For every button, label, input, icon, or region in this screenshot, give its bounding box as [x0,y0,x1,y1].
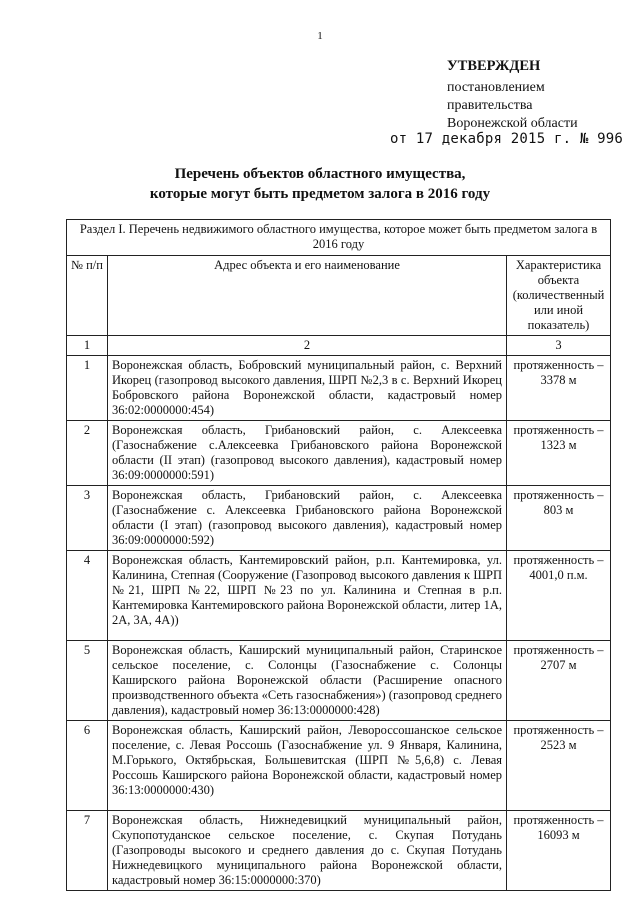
section-heading: Раздел I. Перечень недвижимого областного имущества, которое может быть предметом залога в 2016 году [67,220,611,256]
row-number: 3 [67,486,108,551]
row-number: 2 [67,421,108,486]
row-characteristic: протяженность – 803 м [507,486,611,551]
row-address: Воронежская область, Каширский район, Левороссошанское сельское поселение, с. Левая Россошь (Газоснабжение ул. 9 Января, Калинина, М.Горького, Октябрьская, Большевитская (ШРП №5,6,8) с. Левая Россошь Каширского района Воронежской области, кадастровый номер 36:13:0000000:430) [108,721,507,811]
table-row [67,421,611,486]
approval-line-3: Воронежской области [447,116,578,131]
row-characteristic: протяженность – 16093 м [507,811,611,891]
row-address: Воронежская область, Грибановский район, с. Алексеевка (Газоснабжение с.Алексеевка Грибановского района Воронежской области (II этап) (газопровод высокого давления), кадастровый номер 36:09:0000000:591) [108,421,507,486]
header-characteristic: Характеристика объекта (количественный или иной показатель) [507,256,611,336]
row-characteristic: протяженность – 2523 м [507,721,611,811]
property-table [66,219,611,891]
row-characteristic: протяженность – 1323 м [507,421,611,486]
table-row [67,356,611,421]
row-number: 5 [67,641,108,721]
table-row [67,811,611,891]
row-number: 7 [67,811,108,891]
approval-line-1: постановлением [447,80,545,95]
row-address: Воронежская область, Грибановский район, с. Алексеевка (Газоснабжение с. Алексеевка Грибановского района Воронежской области (I этап) (газопровод высокого давления), кадастровый номер 36:09:0000000:592) [108,486,507,551]
row-address: Воронежская область, Каширский муниципальный район, Старинское сельское поселение, с. Солонцы (Газоснабжение с. Солонцы Каширского района Воронежской области (Расширение опасного производственного объекта «Сеть газоснабжения») (газопровод среднего давления), кадастровый номер 36:13:0000000:428) [108,641,507,721]
decree-date-stamp: от 17 декабря 2015 г. № 996 [390,131,623,147]
table-row [67,551,611,641]
row-number: 1 [67,356,108,421]
row-address: Воронежская область, Нижнедевицкий муниципальный район, Скупопотуданское сельское поселение, с. Скупая Потудань (Газопроводы высокого и среднего давления до с. Скупая Потудань Нижнедевицкого муниципального района Воронежской области, кадастровый номер 36:15:0000000:370) [108,811,507,891]
header-row [67,256,611,336]
row-characteristic: протяженность – 2707 м [507,641,611,721]
index-row [67,336,611,356]
index-cell-3: 3 [507,336,611,356]
row-address: Воронежская область, Бобровский муниципальный район, с. Верхний Икорец (газопровод высокого давления, ШРП №2,3 в с. Верхний Икорец Бобровского района Воронежской области, кадастровый номер 36:02:0000000:454) [108,356,507,421]
table-row [67,486,611,551]
document-title [0,164,640,204]
title-line-1: Перечень объектов областного имущества, [174,166,466,182]
header-address: Адрес объекта и его наименование [108,256,507,336]
table-row [67,721,611,811]
row-address: Воронежская область, Кантемировский район, р.п. Кантемировка, ул. Калинина, Степная (Сооружение (Газопровод высокого давления к ШРП №21, ШРП №22, ШРП №23 по ул. Калинина и Степная в р.п. Кантемировка Кантемировского района Воронежской области, литер 1А, 2А, 3А, 4А)) [108,551,507,641]
section-row [67,220,611,256]
index-cell-2: 2 [108,336,507,356]
row-number: 6 [67,721,108,811]
row-number: 4 [67,551,108,641]
header-number: № п/п [67,256,108,336]
page-number: 1 [317,30,323,42]
title-line-2: которые могут быть предметом залога в 2016 году [149,186,491,202]
row-characteristic: протяженность – 3378 м [507,356,611,421]
approval-block [447,57,578,133]
index-cell-1: 1 [67,336,108,356]
approval-line-2: правительства [447,98,533,113]
approval-heading: УТВЕРЖДЕН [447,58,541,74]
row-characteristic: протяженность – 4001,0 п.м. [507,551,611,641]
table-row [67,641,611,721]
